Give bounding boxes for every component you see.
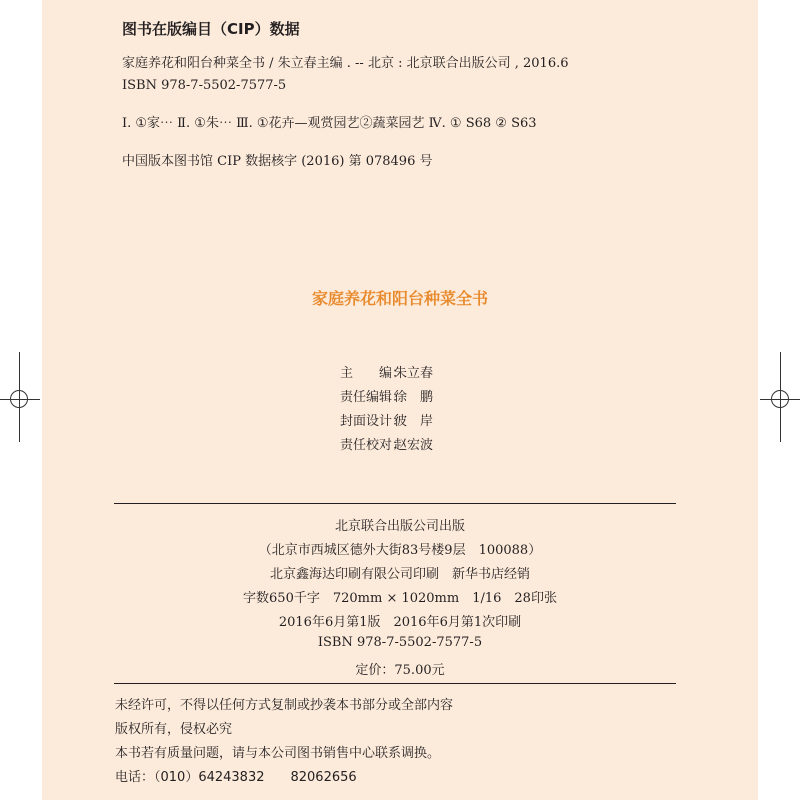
phone-line: 电话：（010）64243832 82062656 (115, 770, 357, 785)
isbn-line: ISBN 978-7-5502-7577-5 (317, 635, 483, 650)
cip-classification: Ⅰ. ①家⋯ Ⅱ. ①朱⋯ Ⅲ. ①花卉—观赏园艺②蔬菜园艺 Ⅳ. ① S68 ② S63 (122, 116, 537, 131)
specs-line: 字数650千字 720mm × 1020mm 1/16 28印张 (243, 591, 557, 606)
printer-line: 北京鑫海达印刷有限公司印刷 新华书店经销 (269, 567, 530, 582)
address-line: （北京市西城区德外大街83号楼9层 100088） (258, 543, 542, 558)
divider-top (114, 503, 676, 504)
credit-role: 封面设计： (340, 414, 406, 429)
copyright-notice: 未经许可，不得以任何方式复制或抄袭本书部分或全部内容 (115, 698, 454, 713)
cip-record-number: 中国版本图书馆 CIP 数据核字 (2016) 第 078496 号 (122, 154, 433, 169)
publisher-line: 北京联合出版公司出版 (334, 519, 465, 534)
credit-name: 徐 鹏 (394, 390, 434, 405)
edition-line: 2016年6月第1版 2016年6月第1次印刷 (278, 615, 522, 630)
credit-role: 责任编辑： (340, 390, 406, 405)
credit-name: 彼 岸 (394, 414, 434, 429)
book-title: 家庭养花和阳台种菜全书 (311, 289, 488, 308)
quality-notice: 本书若有质量问题，请与本公司图书销售中心联系调换。 (115, 746, 441, 761)
cip-isbn: ISBN 978-7-5502-7577-5 (122, 78, 287, 93)
divider-bottom (114, 683, 676, 684)
credit-role: 责任校对： (340, 438, 406, 453)
credit-role: 主 编： (340, 366, 406, 381)
price-line: 定价：75.00元 (355, 663, 445, 678)
credit-name: 赵宏波 (394, 438, 434, 453)
rights-reserved: 版权所有，侵权必究 (115, 722, 233, 737)
cip-catalog-line: 家庭养花和阳台种菜全书 / 朱立春主编 . -- 北京 : 北京联合出版公司 , 2016.6 (122, 56, 569, 71)
cip-header: 图书在版编目（CIP）数据 (122, 20, 300, 38)
credit-name: 朱立春 (394, 366, 434, 381)
